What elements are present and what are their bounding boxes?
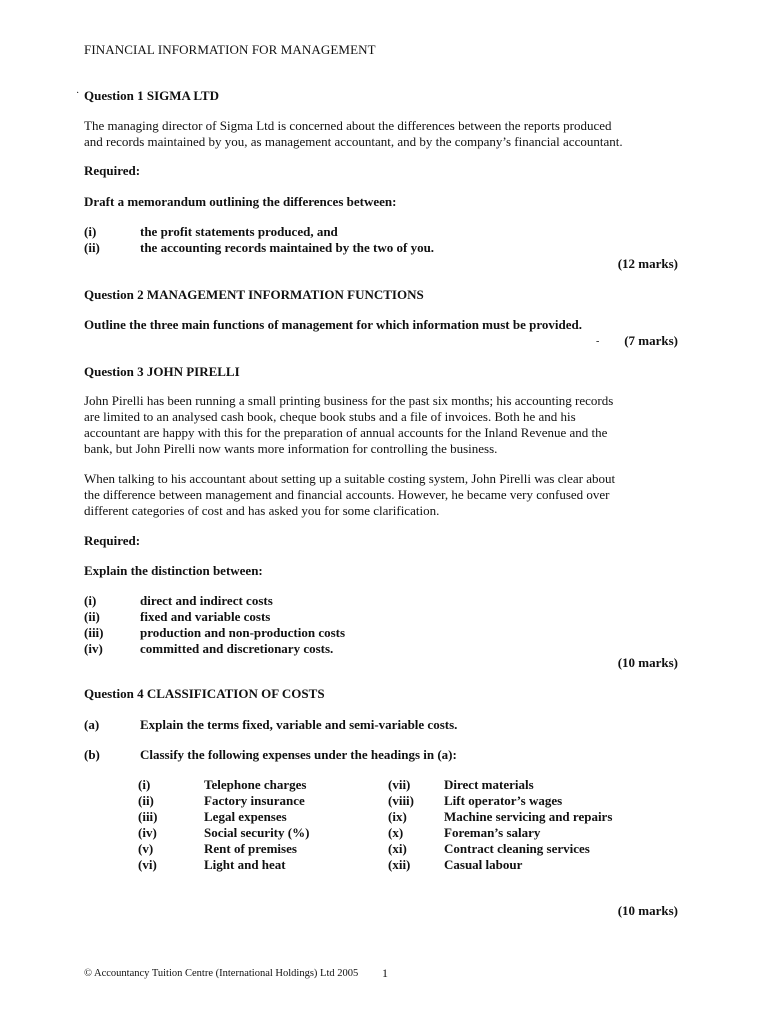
q4-part-a — [84, 717, 678, 733]
table-row — [138, 793, 658, 809]
expense-name: Contract cleaning services — [444, 841, 590, 856]
expense-number: (xii) — [388, 857, 411, 872]
expense-number: (ii) — [138, 793, 154, 808]
list-item — [84, 240, 678, 256]
q3-marks: (10 marks) — [617, 655, 678, 670]
q3-paragraph-2 — [84, 471, 678, 519]
q3-para-line: the difference between management and financial accounts. However, he became very confused over — [84, 487, 610, 502]
expense-name: Lift operator’s wages — [444, 793, 563, 808]
expense-list — [138, 777, 658, 873]
table-row — [138, 825, 658, 841]
item-number: (iv) — [84, 641, 103, 656]
q1-para-line: and records maintained by you, as management accountant, and by the company’s financial accountant. — [84, 134, 623, 149]
q4-part-b — [84, 747, 678, 763]
item-text: the profit statements produced, and — [140, 224, 338, 239]
q3-para-line: different categories of cost and has asked you for some clarification. — [84, 503, 440, 518]
page-number: 1 — [382, 966, 388, 980]
part-label: (b) — [84, 747, 100, 762]
item-text: fixed and variable costs — [140, 609, 271, 624]
q1-list — [84, 224, 678, 256]
expense-name: Telephone charges — [204, 777, 307, 792]
copyright-text: © Accountancy Tuition Centre (International Holdings) Ltd 2005 — [84, 968, 359, 979]
q1-instruction: Draft a memorandum outlining the differences between: — [84, 194, 397, 209]
expense-number: (i) — [138, 777, 151, 792]
list-item — [84, 593, 678, 609]
page-header: FINANCIAL INFORMATION FOR MANAGEMENT — [84, 42, 376, 57]
expense-number: (vi) — [138, 857, 157, 872]
q3-title: Question 3 JOHN PIRELLI — [84, 364, 240, 379]
q1-para-line: The managing director of Sigma Ltd is concerned about the differences between the reports produced — [84, 118, 612, 133]
q1-paragraph — [84, 118, 678, 150]
item-number: (iii) — [84, 625, 104, 640]
q3-list — [84, 593, 678, 657]
q2-marks: (7 marks) — [624, 333, 678, 348]
expense-name: Machine servicing and repairs — [444, 809, 613, 824]
expense-name: Factory insurance — [204, 793, 305, 808]
document-page — [76, 0, 678, 1024]
item-text: production and non-production costs — [140, 625, 346, 640]
expense-number: (iv) — [138, 825, 157, 840]
part-text: Classify the following expenses under the headings in (a): — [140, 747, 457, 762]
item-number: (i) — [84, 593, 97, 608]
expense-number: (v) — [138, 841, 154, 856]
item-text: the accounting records maintained by the two of you. — [140, 240, 435, 255]
q3-required: Required: — [84, 533, 141, 548]
q2-stray-mark: - — [596, 336, 600, 347]
q3-para-line: accountant are happy with this for the preparation of annual accounts for the Inland Revenue and the — [84, 425, 608, 440]
part-label: (a) — [84, 717, 100, 732]
list-item — [84, 625, 678, 641]
expense-name: Legal expenses — [204, 809, 287, 824]
expense-number: (vii) — [388, 777, 411, 792]
q1-marks: (12 marks) — [617, 256, 678, 271]
q3-paragraph-1 — [84, 393, 678, 457]
list-item — [84, 641, 678, 657]
list-item — [84, 224, 678, 240]
table-row — [138, 841, 658, 857]
q3-instruction: Explain the distinction between: — [84, 563, 263, 578]
table-row — [138, 777, 658, 793]
table-row — [138, 809, 658, 825]
expense-number: (xi) — [388, 841, 407, 856]
part-text: Explain the terms fixed, variable and semi-variable costs. — [140, 717, 458, 732]
expense-number: (viii) — [388, 793, 414, 808]
q4-marks: (10 marks) — [617, 903, 678, 918]
q1-required: Required: — [84, 163, 141, 178]
expense-name: Foreman’s salary — [444, 825, 541, 840]
q3-para-line: When talking to his accountant about setting up a suitable costing system, John Pirelli was clear about — [84, 471, 616, 486]
q2-instruction: Outline the three main functions of management for which information must be provided. — [84, 317, 582, 332]
item-number: (ii) — [84, 240, 100, 255]
expense-name: Casual labour — [444, 857, 523, 872]
expense-number: (ix) — [388, 809, 407, 824]
expense-name: Social security (%) — [204, 825, 310, 840]
page-footer — [84, 966, 388, 982]
expense-number: (iii) — [138, 809, 158, 824]
item-number: (ii) — [84, 609, 100, 624]
q2-title: Question 2 MANAGEMENT INFORMATION FUNCTIONS — [84, 287, 424, 302]
stray-mark: · — [76, 88, 80, 99]
q1-title: Question 1 SIGMA LTD — [84, 88, 219, 103]
item-text: committed and discretionary costs. — [140, 641, 334, 656]
expense-name: Rent of premises — [204, 841, 297, 856]
q3-para-line: are limited to an analysed cash book, cheque book stubs and a file of invoices. Both he and his — [84, 409, 576, 424]
q4-title: Question 4 CLASSIFICATION OF COSTS — [84, 686, 325, 701]
q3-para-line: bank, but John Pirelli now wants more information for controlling the business. — [84, 441, 498, 456]
expense-number: (x) — [388, 825, 404, 840]
q3-para-line: John Pirelli has been running a small printing business for the past six months; his accounting records — [84, 393, 614, 408]
expense-name: Light and heat — [204, 857, 286, 872]
item-number: (i) — [84, 224, 97, 239]
expense-name: Direct materials — [444, 777, 534, 792]
item-text: direct and indirect costs — [140, 593, 273, 608]
table-row — [138, 857, 658, 873]
list-item — [84, 609, 678, 625]
